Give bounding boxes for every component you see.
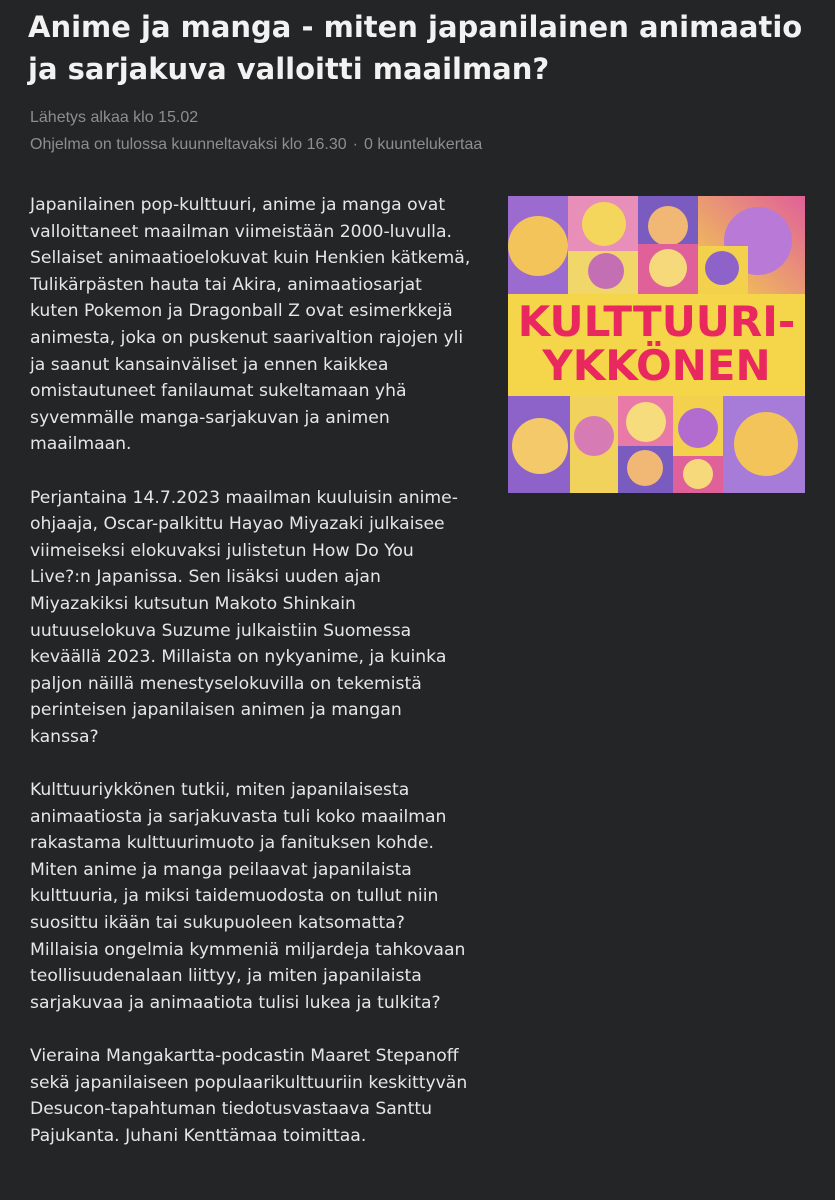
meta-separator: · <box>352 136 358 153</box>
episode-title: Anime ja manga - miten japanilainen animaatio ja sarjakuva valloitti maailman? <box>28 10 803 86</box>
cover-title-line2: YKKÖNEN <box>542 341 771 390</box>
description-paragraph: Perjantaina 14.7.2023 maailman kuuluisin anime- ohjaaja, Oscar-palkittu Hayao Miyazaki julkaisee viimeiseksi elokuvaksi julistetun How Do You Live?:n Japanissa. Sen lisäksi uuden ajan Miyazakiksi kutsutun Makoto Shinkain uutuuselokuva Suzume julkaistiin Suomessa keväällä 2023. Millaista on nykyanime, ja kuinka paljon näillä menestyselokuvilla on tekemistä perinteisen japanilaisen animen ja mangan kanssa? <box>30 487 458 747</box>
broadcast-start: Lähetys alkaa klo 15.02 <box>30 109 199 126</box>
listen-count: 0 kuuntelukertaa <box>363 136 483 153</box>
availability-line <box>30 131 482 158</box>
description-paragraph: Vieraina Mangakartta-podcastin Maaret Stepanoff sekä japanilaiseen populaarikulttuuriin keskittyvän Desucon-tapahtuman tiedotusvastaava Santtu Pajukanta. Juhani Kenttämaa toimittaa. <box>30 1046 468 1146</box>
availability-text: Ohjelma on tulossa kuunneltavaksi klo 16.30 <box>30 136 347 153</box>
episode-description <box>30 192 490 1176</box>
cover-title <box>508 296 805 391</box>
description-paragraph: Japanilainen pop-kulttuuri, anime ja manga ovat valloittaneet maailman viimeistään 2000-luvulla. Sellaiset animaatioelokuvat kuin Henkien kätkemä, Tulikärpästen hauta tai Akira, animaatiosarjat kuten Pokemon ja Dragonball Z ovat esimerkkejä animesta, joka on puskenut saarivaltion rajojen yli ja saanut kansainväliset ja ennen kaikkea omistautuneet fanilaumat sukeltamaan yhä syvemmälle manga-sarjakuvan ja animen maailmaan. <box>30 195 471 455</box>
series-cover-image <box>508 196 805 493</box>
episode-meta <box>30 104 482 158</box>
cover-title-line1: KULTTUURI- <box>517 297 796 346</box>
description-paragraph: Kulttuuriykkönen tutkii, miten japanilaisesta animaatiosta ja sarjakuvasta tuli koko maailman rakastama kulttuurimuoto ja fanituksen kohde. Miten anime ja manga peilaavat japanilaista kulttuuria, ja miksi taidemuodosta on tullut niin suosittu ikään tai sukupuoleen katsomatta? Millaisia ongelmia kymmeniä miljardeja tahkovaan teollisuudenalaan liittyy, ja miten japanilaista sarjakuvaa ja animaatiota tulisi lukea ja tulkita? <box>30 780 466 1013</box>
